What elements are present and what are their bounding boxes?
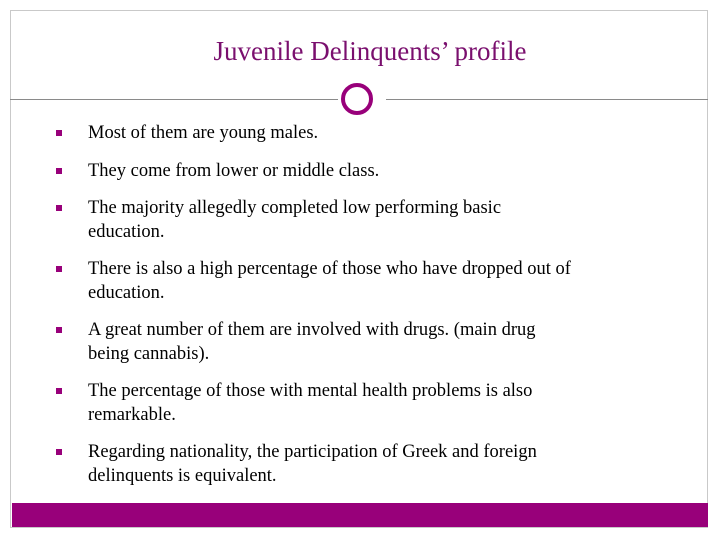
ring-ornament-icon bbox=[341, 83, 373, 115]
bullet-text: The percentage of those with mental health problems is also remarkable. bbox=[88, 381, 533, 425]
square-bullet-icon bbox=[56, 388, 62, 394]
title-divider-right bbox=[386, 99, 708, 100]
bullet-item bbox=[56, 318, 656, 366]
bullet-text: Regarding nationality, the participation of Greek and foreign delinquents is equivalent. bbox=[88, 442, 537, 486]
bullet-text: The majority allegedly completed low performing basic education. bbox=[88, 198, 502, 242]
bullet-text: A great number of them are involved with drugs. (main drug being cannabis). bbox=[88, 320, 536, 364]
bullet-item bbox=[56, 257, 656, 305]
footer-bar bbox=[12, 503, 708, 527]
square-bullet-icon bbox=[56, 168, 62, 174]
square-bullet-icon bbox=[56, 449, 62, 455]
bullet-item bbox=[56, 196, 656, 244]
square-bullet-icon bbox=[56, 130, 62, 136]
bullet-text: Most of them are young males. bbox=[88, 123, 319, 143]
bullet-item bbox=[56, 159, 656, 183]
bullet-text: There is also a high percentage of those who have dropped out of education. bbox=[88, 259, 571, 303]
square-bullet-icon bbox=[56, 266, 62, 272]
slide-title: Juvenile Delinquents’ profile bbox=[213, 36, 527, 66]
title-divider-left bbox=[10, 99, 338, 100]
bullet-item bbox=[56, 440, 656, 488]
bullet-text: They come from lower or middle class. bbox=[88, 161, 380, 181]
bullet-item bbox=[56, 379, 656, 427]
square-bullet-icon bbox=[56, 327, 62, 333]
bullet-item bbox=[56, 121, 656, 145]
square-bullet-icon bbox=[56, 205, 62, 211]
